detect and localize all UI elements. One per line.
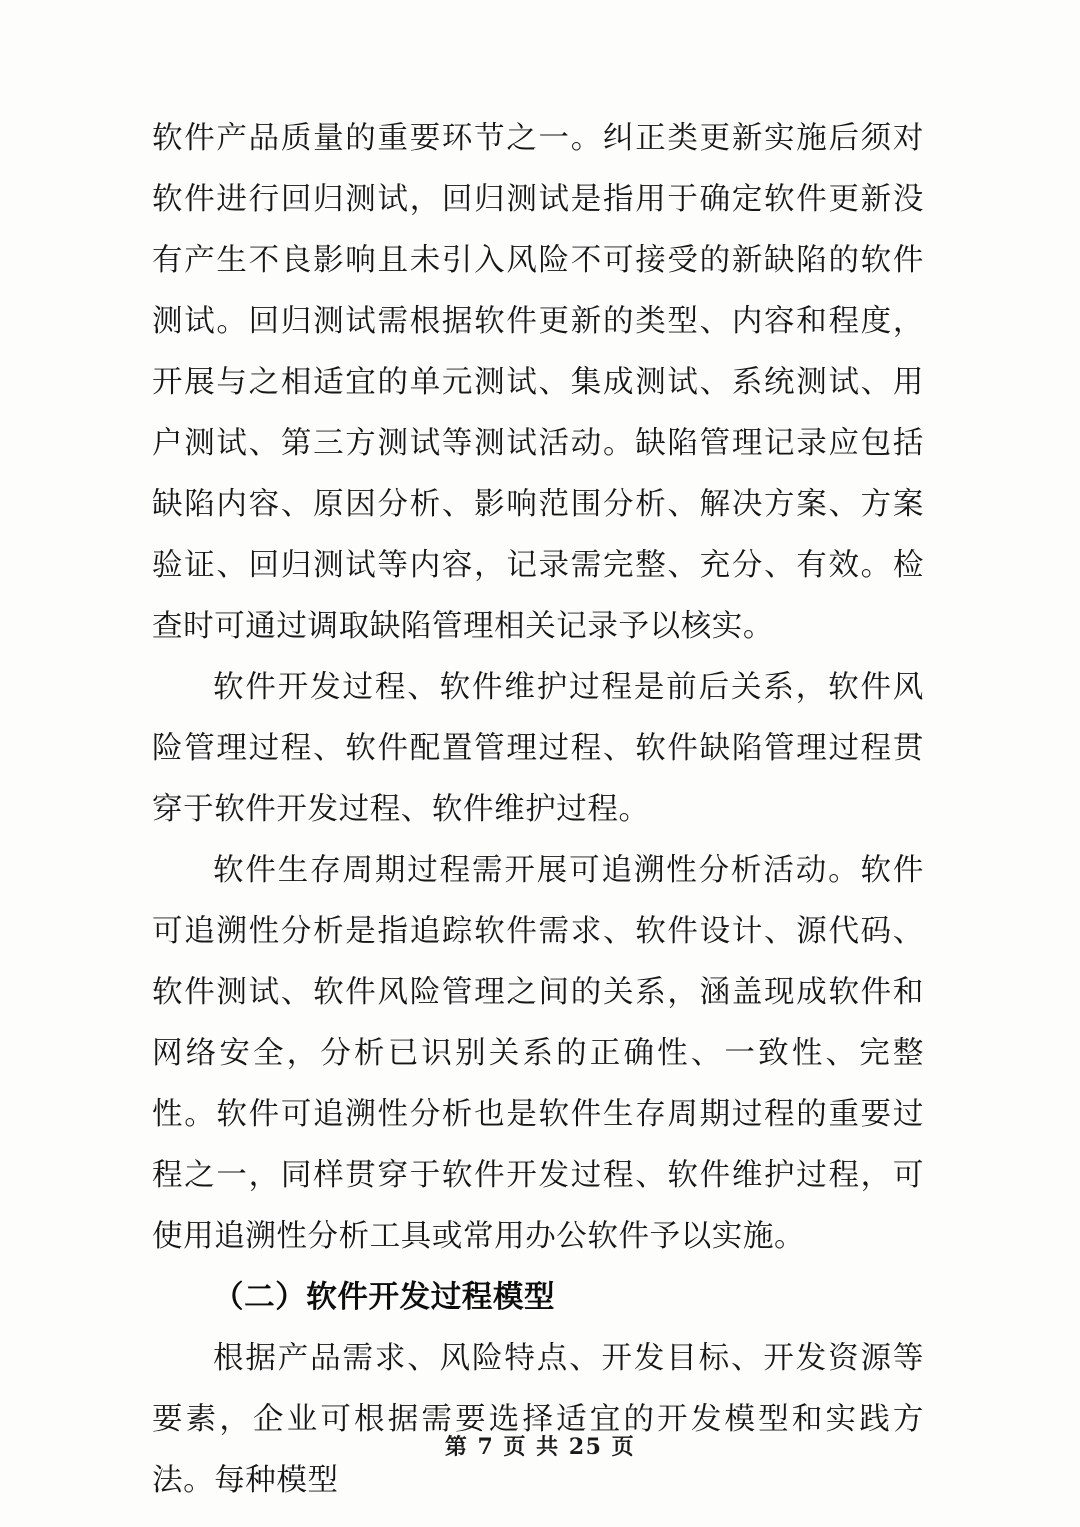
body-paragraph: 软件产品质量的重要环节之一。纠正类更新实施后须对软件进行回归测试，回归测试是指用于确定软件更新没有产生不良影响且未引入风险不可接受的新缺陷的软件测试。回归测试需根据软件更新的类型、内容和程度，开展与之相适宜的单元测试、集成测试、系统测试、用户测试、第三方测试等测试活动。缺陷管理记录应包括缺陷内容、原因分析、影响范围分析、解决方案、方案验证、回归测试等内容，记录需完整、充分、有效。检查时可通过调取缺陷管理相关记录予以核实。 — [152, 121, 924, 644]
page-footer — [0, 1430, 1080, 1461]
section-heading: （二）软件开发过程模型 — [213, 1279, 556, 1315]
body-paragraph: 根据产品需求、风险特点、开发目标、开发资源等要素，企业可根据需要选择适宜的开发模型和实践方法。每种模型 — [152, 1341, 924, 1498]
page-footer-text: 第 7 页 共 25 页 — [444, 1434, 636, 1460]
page-body — [152, 108, 924, 1511]
body-paragraph: 软件生存周期过程需开展可追溯性分析活动。软件可追溯性分析是指追踪软件需求、软件设计、源代码、软件测试、软件风险管理之间的关系，涵盖现成软件和网络安全，分析已识别关系的正确性、一致性、完整性。软件可追溯性分析也是软件生存周期过程的重要过程之一，同样贯穿于软件开发过程、软件维护过程，可使用追溯性分析工具或常用办公软件予以实施。 — [152, 853, 924, 1254]
body-paragraph: 软件开发过程、软件维护过程是前后关系，软件风险管理过程、软件配置管理过程、软件缺陷管理过程贯穿于软件开发过程、软件维护过程。 — [152, 670, 924, 827]
